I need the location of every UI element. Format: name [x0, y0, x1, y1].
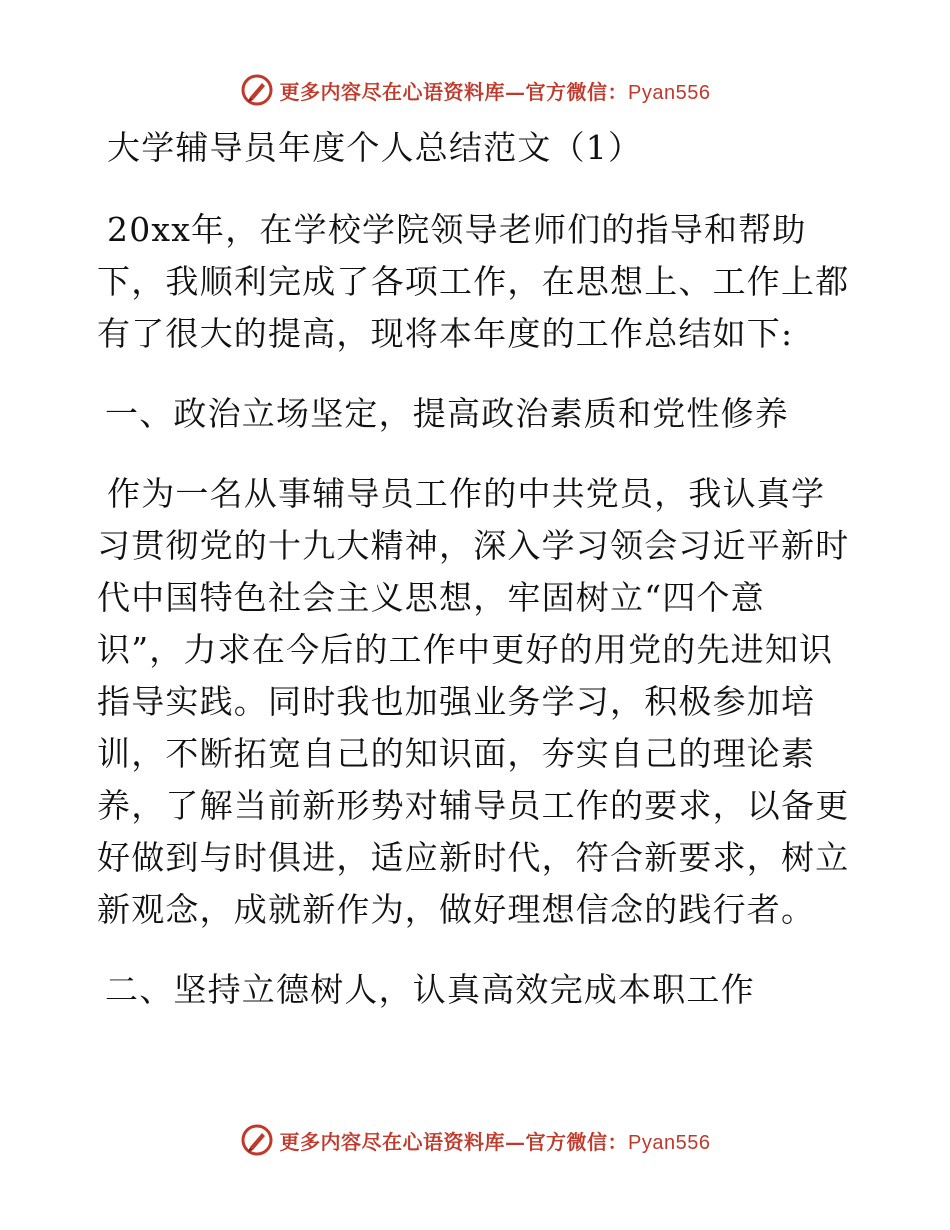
- document-title: 大学辅导员年度个人总结范文（1）: [107, 128, 643, 167]
- section-1-line-2: 习贯彻党的十九大精神，深入学习领会习近平新时: [97, 526, 850, 565]
- watermark-text: 更多内容尽在心语资料库—官方微信：Pyan556: [279, 1129, 711, 1154]
- section-1-heading: 一、政治立场坚定，提高政治素质和党性修养: [105, 394, 789, 433]
- section-1-line-7: 养，了解当前新形势对辅导员工作的要求，以备更: [97, 786, 850, 825]
- section-2-heading: 二、坚持立德树人，认真高效完成本职工作: [105, 970, 755, 1009]
- section-1-line-1: 作为一名从事辅导员工作的中共党员，我认真学: [107, 474, 826, 513]
- watermark-id: Pyan556: [628, 81, 711, 104]
- header-watermark: [0, 70, 950, 110]
- section-1-line-9: 新观念，成就新作为，做好理想信念的践行者。: [97, 890, 816, 929]
- section-1-line-4: 识”，力求在今后的工作中更好的用党的先进知识: [97, 630, 834, 669]
- section-1-line-3: 代中国特色社会主义思想，牢固树立“四个意: [97, 578, 765, 617]
- section-1-line-8: 好做到与时俱进，适应新时代，符合新要求，树立: [97, 838, 850, 877]
- section-1-line-6: 训，不断拓宽自己的知识面，夯实自己的理论素: [97, 734, 816, 773]
- intro-line-3: 有了很大的提高，现将本年度的工作总结如下:: [97, 314, 794, 353]
- document-body: [97, 120, 857, 1016]
- pen-logo-icon: [240, 73, 274, 107]
- footer-watermark: [0, 1120, 950, 1160]
- watermark-id: Pyan556: [628, 1131, 711, 1154]
- section-1-line-5: 指导实践。同时我也加强业务学习，积极参加培: [97, 682, 816, 721]
- intro-line-2: 下，我顺利完成了各项工作，在思想上、工作上都: [97, 262, 850, 301]
- pen-logo-icon: [240, 1123, 274, 1157]
- watermark-text: 更多内容尽在心语资料库—官方微信：Pyan556: [279, 79, 711, 104]
- intro-line-1: 20xx年，在学校学院领导老师们的指导和帮助: [107, 210, 807, 249]
